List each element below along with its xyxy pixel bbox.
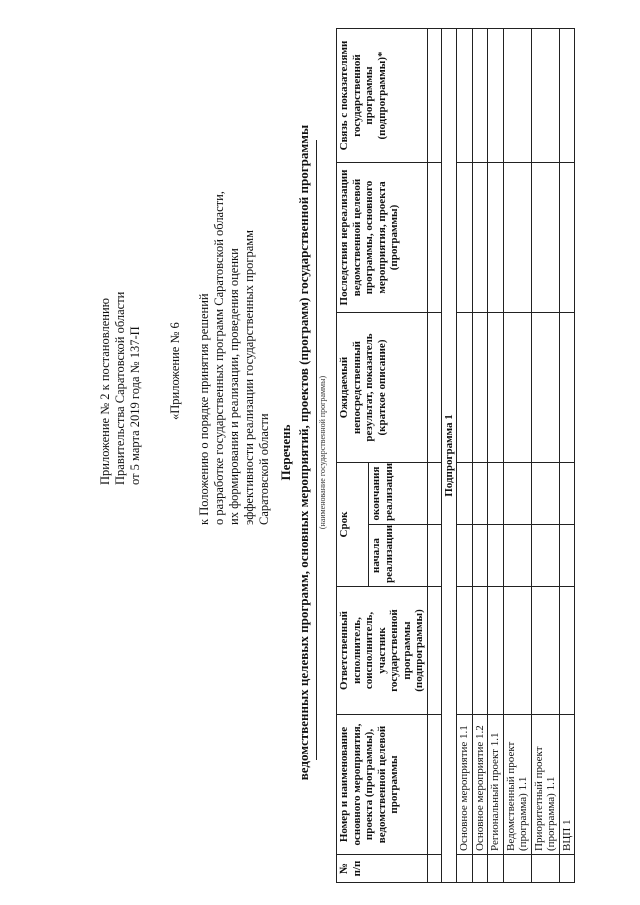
- regulation-line: к Положению о порядке принятия решений: [197, 293, 211, 525]
- programs-table: [336, 28, 575, 883]
- row-label: Ведомственный проект (программа) 1.1: [503, 715, 531, 855]
- header-num: № п/п: [337, 855, 428, 883]
- appendix-block: [98, 125, 143, 485]
- regulation-line: о разработке государственных программ Саратовской области,: [212, 191, 226, 525]
- header-term: Срок: [337, 463, 369, 587]
- regulation-line: их формирования и реализации, проведения оценки: [227, 248, 241, 525]
- regulation-line: «Приложение № 6: [168, 322, 182, 420]
- appendix-line: от 5 марта 2019 года № 137-П: [128, 326, 142, 485]
- header-name: Номер и наименование основного мероприятия, проекта (программы), ведомственной целевой программы: [337, 715, 428, 855]
- header-link: Связь с показателями государственной программы (подпрограммы)*: [337, 29, 428, 163]
- header-end: окончания реализации: [369, 463, 427, 525]
- row-label: Основное мероприятие 1.1: [457, 715, 473, 855]
- regulation-block: [168, 55, 272, 525]
- row-label: Региональный проект 1.1: [488, 715, 504, 855]
- subprogram-label: Подпрограмма 1: [441, 29, 457, 883]
- subprogram-row: [441, 29, 457, 883]
- table-row: [531, 29, 559, 883]
- header-executor: Ответственный исполнитель, соисполнитель, участник государственной программы (подпрограммы): [337, 587, 428, 715]
- row-label: Приоритетный проект (программа) 1.1: [531, 715, 559, 855]
- header-result: Ожидаемый непосредственный результат, показатель (краткое описание): [337, 313, 428, 463]
- table-row-empty: [427, 29, 441, 883]
- document-title: Перечень: [278, 424, 293, 481]
- table-row: [488, 29, 504, 883]
- appendix-line: Приложение № 2 к постановлению: [98, 298, 112, 485]
- appendix-line: Правительства Саратовской области: [113, 291, 127, 485]
- regulation-line: эффективности реализации государственных программ: [242, 229, 256, 525]
- row-label: Основное мероприятие 1.2: [472, 715, 488, 855]
- document-subtitle: ведомственных целевых программ, основных мероприятий, проектов (программ) государственной программы: [296, 124, 311, 781]
- table-row: [503, 29, 531, 883]
- row-label: ВЦП 1: [559, 715, 575, 855]
- regulation-line: Саратовской области: [257, 413, 271, 525]
- table-row: [472, 29, 488, 883]
- header-start: начала реализации: [369, 525, 427, 587]
- table-row: [559, 29, 575, 883]
- program-name-line: [316, 140, 317, 760]
- header-consequences: Последствия нереализации ведомственной целевой программы, основного мероприятия, проекта (программы): [337, 163, 428, 313]
- program-name-hint: (наименование государственной программы): [318, 375, 327, 530]
- table-row: [457, 29, 473, 883]
